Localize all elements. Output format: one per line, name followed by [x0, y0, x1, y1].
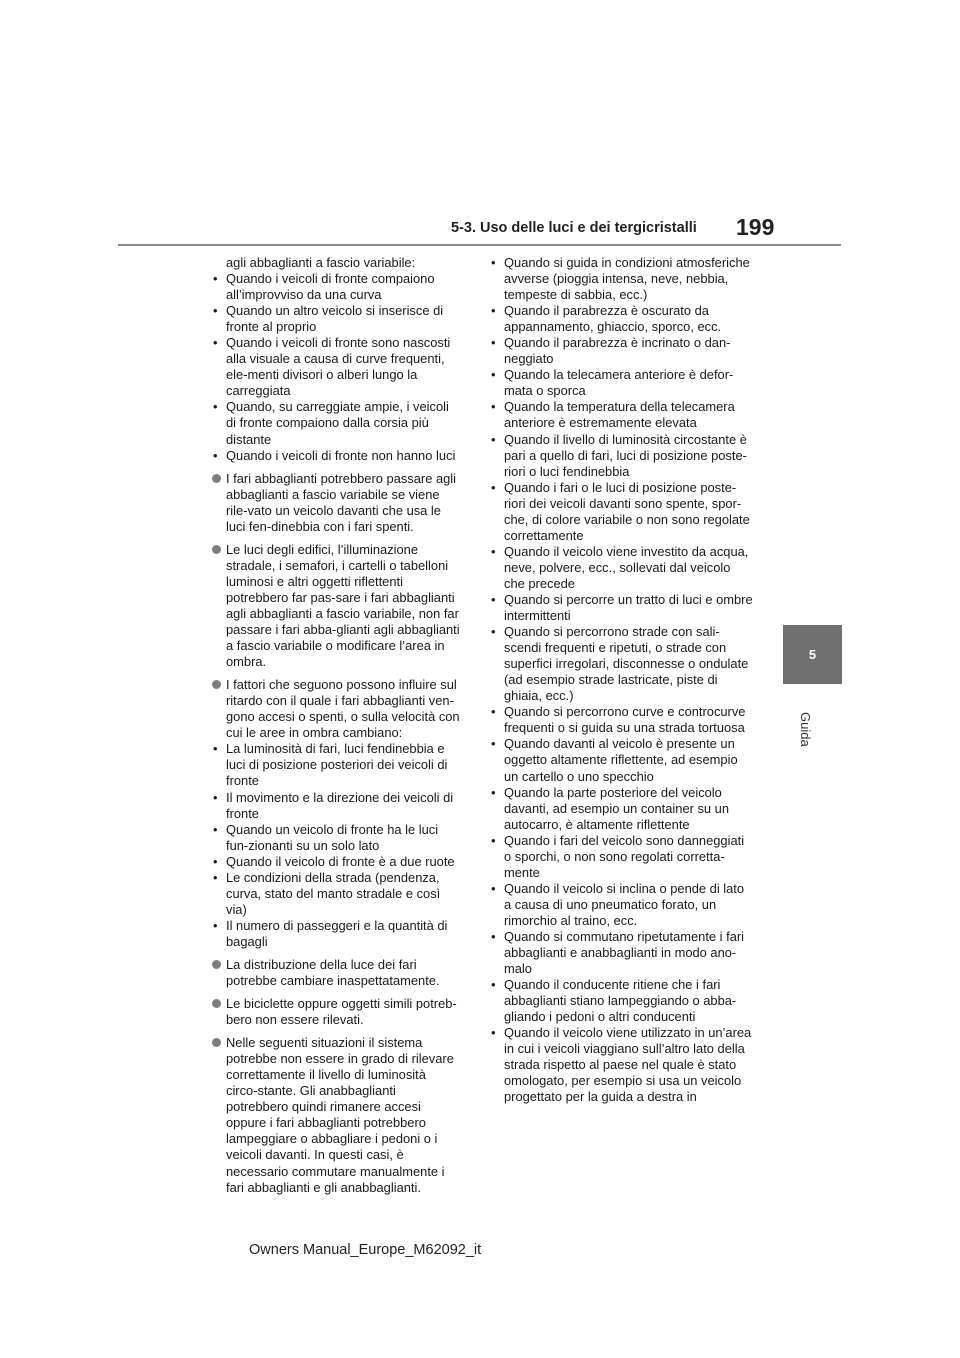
list-item: • Quando, su carreggiate ampie, i veicoli di fronte compaiono dalla corsia più distante [212, 399, 460, 447]
circle-bullet-icon [212, 960, 221, 969]
list-item: • Quando il veicolo viene investito da acqua, neve, polvere, ecc., sollevati dal veicolo che precede [490, 544, 754, 592]
list-item: • Quando si commutano ripetutamente i fari abbaglianti e anabbaglianti in modo ano-malo [490, 929, 754, 977]
circle-bullet-icon [212, 680, 221, 689]
list-item: • Quando si percorre un tratto di luci e ombre intermittenti [490, 592, 754, 624]
list-item: • Quando i veicoli di fronte non hanno luci [212, 448, 460, 464]
list-item: • Il movimento e la direzione dei veicoli di fronte [212, 790, 460, 822]
list-item: • Quando il veicolo viene utilizzato in un’area in cui i veicoli viaggiano sull’altro lato della strada rispetto al paese nel quale è stato omologato, per esempio si usa un veicolo progettato per la guida a destra in [490, 1025, 754, 1105]
intro-bullet-list [212, 271, 460, 464]
list-item: • Quando si percorrono curve e controcurve frequenti o si guida su una strada tortuosa [490, 704, 754, 736]
list-item: • Quando il veicolo di fronte è a due ruote [212, 854, 460, 870]
chapter-tab-label: Guida [798, 712, 813, 747]
footer-text: Owners Manual_Europe_M62092_it [249, 1242, 482, 1258]
list-item: • Quando i veicoli di fronte sono nascosti alla visuale a causa di curve frequenti, ele-menti divisori o alberi lungo la carreggiata [212, 335, 460, 399]
chapter-tab[interactable] [783, 625, 842, 684]
list-item: • Quando la parte posteriore del veicolo davanti, ad esempio un container su un autocarro, è altamente riflettente [490, 785, 754, 833]
situation-bullet-list [490, 255, 754, 1105]
right-column [490, 255, 754, 1105]
note-item [212, 542, 460, 670]
note-text: Nelle seguenti situazioni il sistema potrebbe non essere in grado di rilevare correttamente il livello di luminosità circo-stante. Gli anabbaglianti potrebbero quindi rimanere accesi oppure i fari abbaglianti potrebbero lampeggiare o abbagliare i pedoni o i veicoli davanti. In questi casi, è necessario commutare manualmente i fari abbaglianti e gli anabbaglianti. [226, 1035, 454, 1195]
chapter-tab-number: 5 [808, 647, 817, 662]
intro-text: agli abbaglianti a fascio variabile: [226, 255, 416, 270]
note-item [212, 677, 460, 950]
list-item: • La luminosità di fari, luci fendinebbia e luci di posizione posteriori dei veicoli di fronte [212, 741, 460, 789]
list-item: • Quando un veicolo di fronte ha le luci fun-zionanti su un solo lato [212, 822, 460, 854]
page-number: 199 [736, 214, 775, 240]
list-item: • Le condizioni della strada (pendenza, curva, stato del manto stradale e così via) [212, 870, 460, 918]
list-item: • Quando si percorrono strade con sali-scendi frequenti e ripetuti, o strade con superfici irregolari, disconnesse o ondulate (ad esempio strade lastricate, piste di ghiaia, ecc.) [490, 624, 754, 704]
list-item: • Quando la telecamera anteriore è defor-mata o sporca [490, 367, 754, 399]
list-item: • Quando il parabrezza è oscurato da appannamento, ghiaccio, sporco, ecc. [490, 303, 754, 335]
note-text: La distribuzione della luce dei fari potrebbe cambiare inaspettatamente. [226, 956, 440, 989]
list-item: • Quando il livello di luminosità circostante è pari a quello di fari, luci di posizione poste-riori o luci fendinebbia [490, 432, 754, 480]
list-item: • Quando i veicoli di fronte compaiono all’improvviso da una curva [212, 271, 460, 303]
note-item [212, 471, 460, 535]
circle-bullet-icon [212, 545, 221, 554]
note-text: Le luci degli edifici, l’illuminazione stradale, i semafori, i cartelli o tabelloni luminosi e altri oggetti riflettenti potrebbero far pas-sare i fari abbaglianti agli abbaglianti a fascio variabile, non far passare i fari abba-glianti agli abbaglianti a fascio variabile o modificare l’area in ombra. [226, 541, 460, 670]
list-item: • Quando la temperatura della telecamera anteriore è estremamente elevata [490, 399, 754, 431]
list-item: • Quando un altro veicolo si inserisce di fronte al proprio [212, 303, 460, 335]
list-item: • Quando i fari o le luci di posizione poste-riori dei veicoli davanti sono spente, spor-che, di colore variabile o non sono regolate correttamente [490, 480, 754, 544]
header-divider [118, 244, 841, 246]
note-item [212, 957, 460, 989]
note-item [212, 996, 460, 1028]
list-item: • Quando si guida in condizioni atmosferiche avverse (pioggia intensa, neve, nebbia, tempeste di sabbia, ecc.) [490, 255, 754, 303]
list-item: • Quando i fari del veicolo sono danneggiati o sporchi, o non sono regolati corretta-mente [490, 833, 754, 881]
note-text: I fattori che seguono possono influire sul ritardo con il quale i fari abbaglianti ven-gono accesi o spenti, o sulla velocità con cui le aree in ombra cambiano: [226, 677, 460, 741]
circle-bullet-icon [212, 1038, 221, 1047]
list-item: • Quando il parabrezza è incrinato o dan-neggiato [490, 335, 754, 367]
note-item [212, 1035, 460, 1195]
circle-bullet-icon [212, 999, 221, 1008]
note-text: Le biciclette oppure oggetti simili potreb-bero non essere rilevati. [226, 996, 457, 1028]
note-text: I fari abbaglianti potrebbero passare agli abbaglianti a fascio variabile se viene rile-vato un veicolo davanti che usa le luci fen-dinebbia con i fari spenti. [226, 470, 457, 534]
list-item: • Quando il conducente ritiene che i fari abbaglianti stiano lampeggiando o abba-gliando i pedoni o altri conducenti [490, 977, 754, 1025]
circle-bullet-icon [212, 474, 221, 483]
list-item: • Quando il veicolo si inclina o pende di lato a causa di uno pneumatico forato, un rimorchio al traino, ecc. [490, 881, 754, 929]
section-title: 5-3. Uso delle luci e dei tergicristalli [451, 220, 697, 236]
note-list [212, 471, 460, 1196]
list-item: • Quando davanti al veicolo è presente un oggetto altamente riflettente, ad esempio un cartello o uno specchio [490, 736, 754, 784]
list-item: • Il numero di passeggeri e la quantità di bagagli [212, 918, 460, 950]
left-column [212, 255, 460, 1196]
